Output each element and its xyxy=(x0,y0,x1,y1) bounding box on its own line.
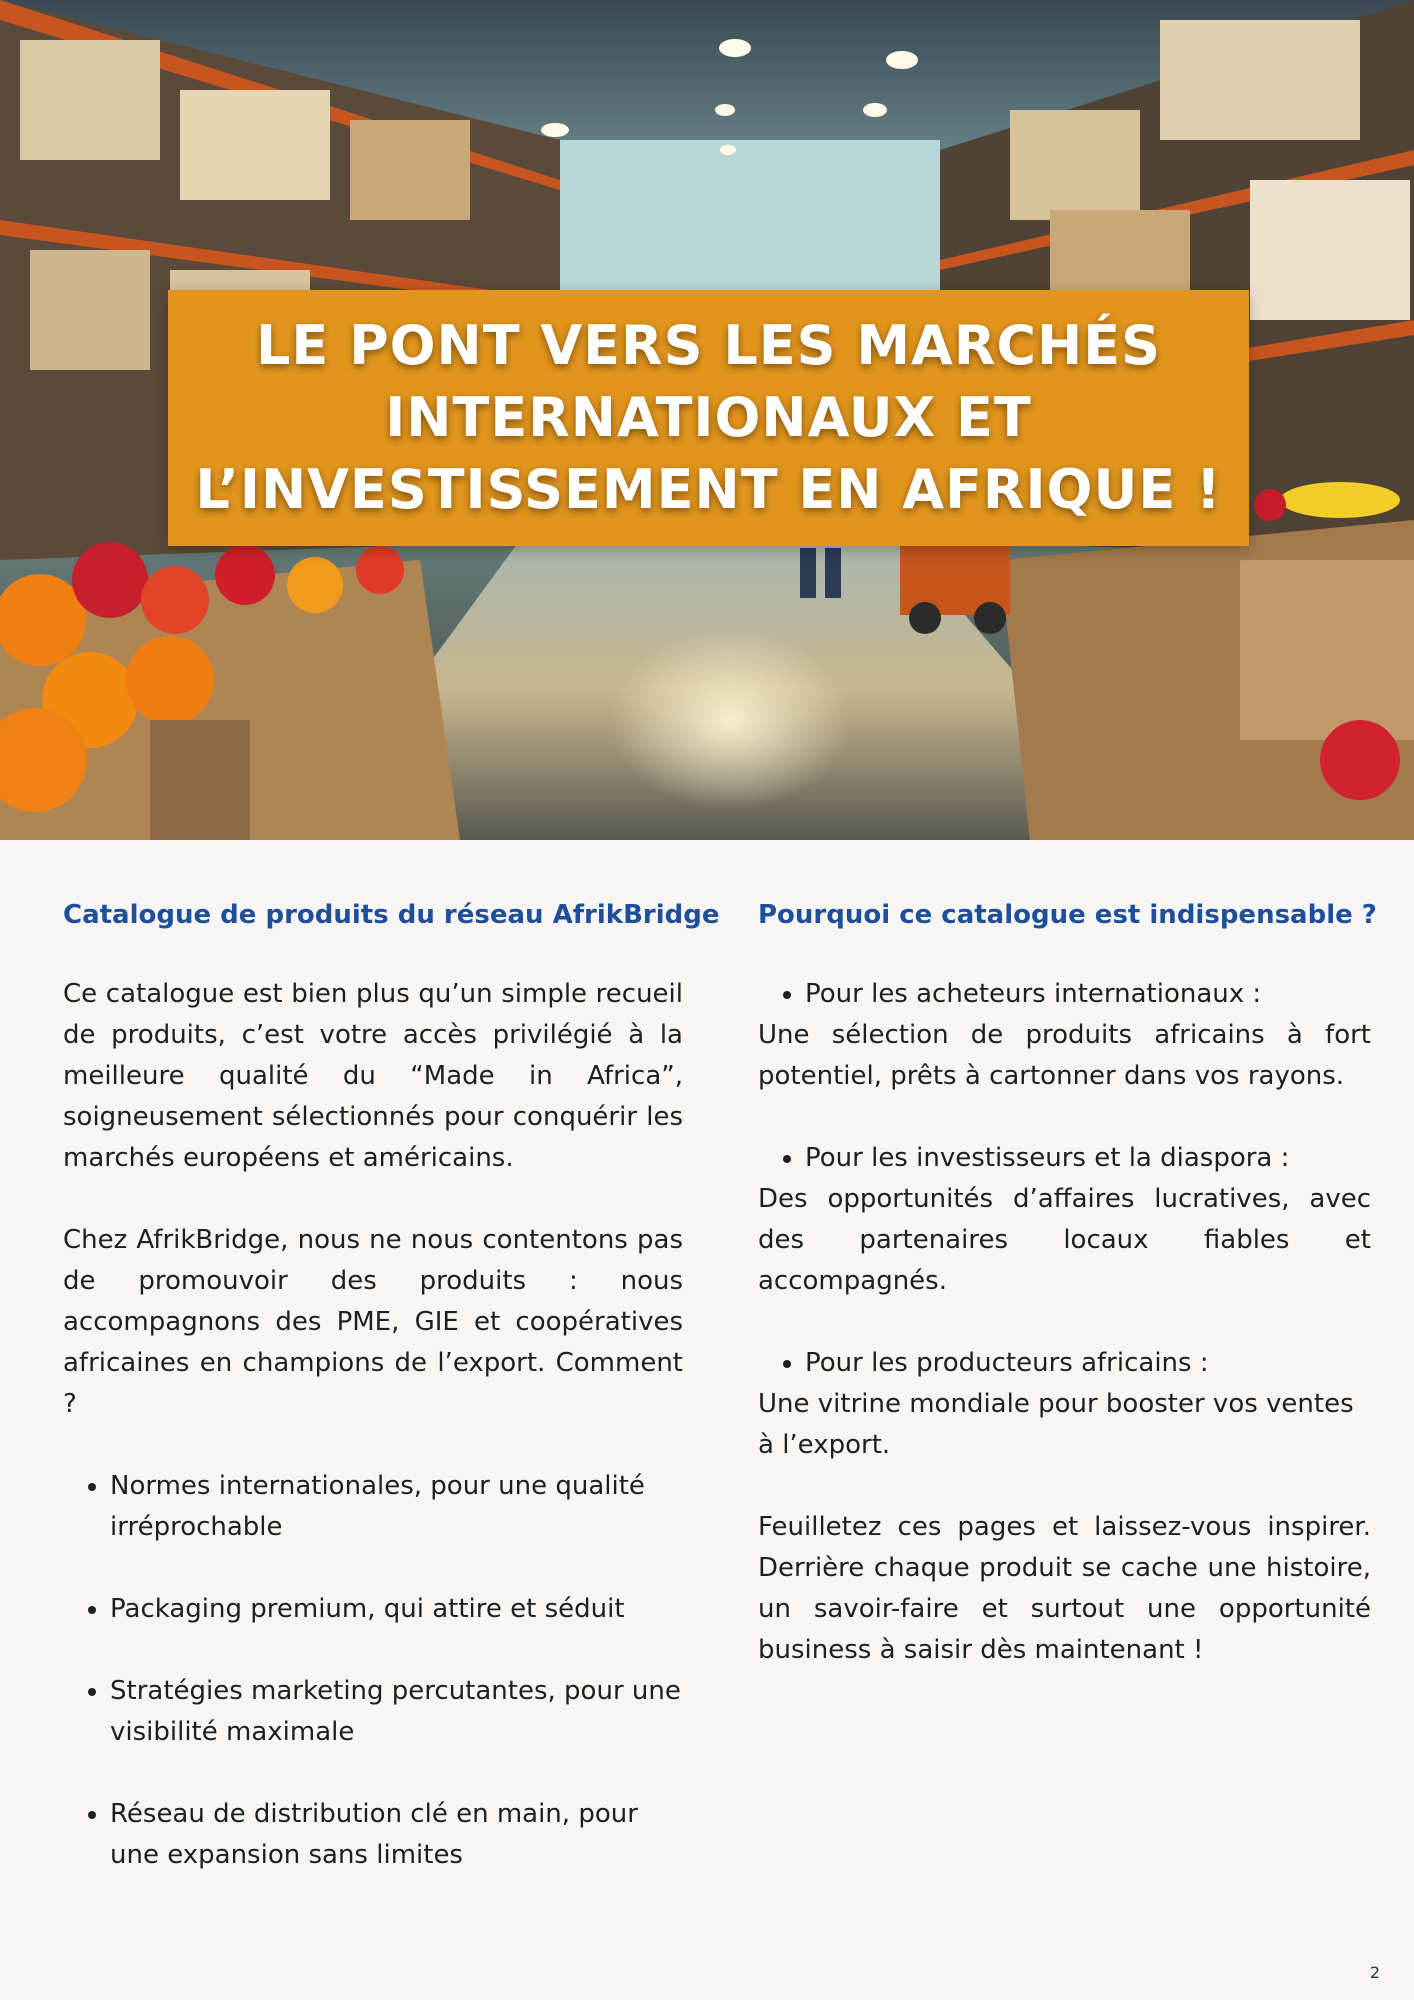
list-item: • Stratégies marketing percutantes, pour une visibilité maximale xyxy=(110,1671,683,1753)
intro-paragraph: Ce catalogue est bien plus qu’un simple recueil de produits, c’est votre accès privilégié à la meilleure qualité du “Made in Africa”, soigneusement sélectionnés pour conquérir les marchés européens et américains. xyxy=(63,979,683,1173)
audience-title: • Pour les acheteurs internationaux : xyxy=(805,974,1371,1015)
services-list xyxy=(63,1466,683,1876)
audience-investors xyxy=(758,1138,1371,1179)
right-column xyxy=(758,890,1377,1671)
list-item: • Packaging premium, qui attire et séduit xyxy=(110,1589,683,1630)
list-item: • Réseau de distribution clé en main, pour une expansion sans limites xyxy=(110,1794,683,1876)
audience-buyers xyxy=(758,974,1371,1015)
headline-banner xyxy=(168,290,1249,546)
catalogue-heading: Catalogue de produits du réseau AfrikBridge xyxy=(63,900,720,930)
audience-text: Des opportunités d’affaires lucratives, avec des partenaires locaux fiables et accompagnés. xyxy=(758,1184,1371,1296)
headline-title: LE PONT VERS LES MARCHÉS INTERNATIONAUX ET L’INVESTISSEMENT EN AFRIQUE ! xyxy=(195,314,1222,521)
afrikbridge-paragraph: Chez AfrikBridge, nous ne nous contentons pas de promouvoir des produits : nous accompagnons des PME, GIE et coopératives africaines en champions de l’export. Comment ? xyxy=(63,1225,683,1419)
hero-image xyxy=(0,0,1414,840)
audience-producers xyxy=(758,1343,1371,1384)
list-item: • Normes internationales, pour une qualité irréprochable xyxy=(110,1466,683,1548)
audience-title: • Pour les investisseurs et la diaspora : xyxy=(805,1138,1371,1179)
closing-paragraph: Feuilletez ces pages et laissez-vous inspirer. Derrière chaque produit se cache une histoire, un savoir-faire et surtout une opportunité business à saisir dès maintenant ! xyxy=(758,1512,1371,1665)
page-number: 2 xyxy=(1369,1963,1380,1982)
why-heading: Pourquoi ce catalogue est indispensable ? xyxy=(758,900,1377,930)
audience-title: • Pour les producteurs africains : xyxy=(805,1343,1371,1384)
audience-text: Une vitrine mondiale pour booster vos ventes à l’export. xyxy=(758,1389,1354,1460)
left-column xyxy=(63,890,720,1876)
audience-text: Une sélection de produits africains à fort potentiel, prêts à cartonner dans vos rayons. xyxy=(758,1020,1371,1091)
